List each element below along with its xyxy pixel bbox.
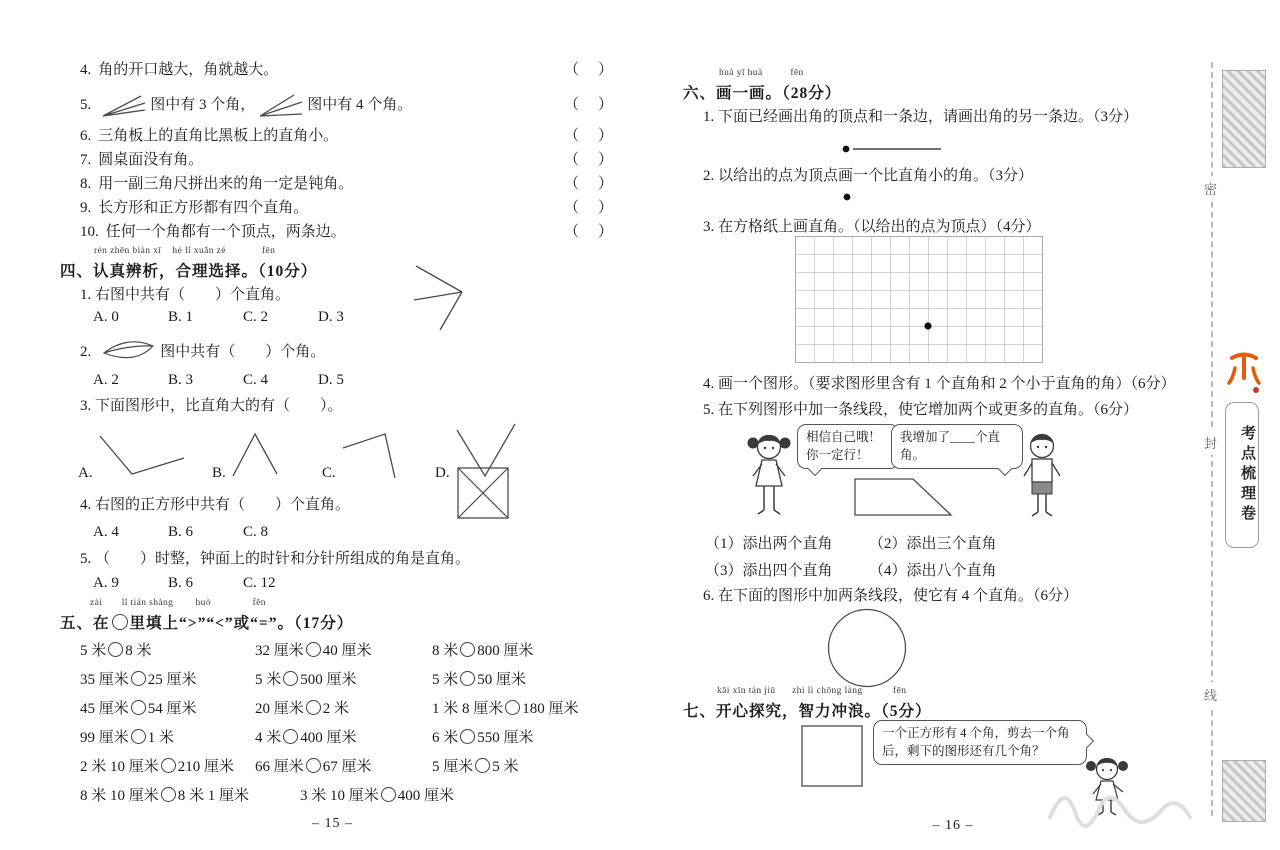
square-with-diagonals-figure: [456, 466, 510, 520]
bubble-tail: [1080, 734, 1094, 748]
option-label: A.: [78, 465, 93, 481]
answer-blank: （ ）: [564, 128, 616, 144]
option: C. 8: [243, 524, 269, 540]
tf-item-7: [80, 150, 616, 170]
option: B. 6: [168, 575, 194, 591]
puzzle-speech-bubble: [873, 720, 1087, 765]
value-left: 66 厘米: [255, 759, 304, 775]
figure-choices-row: [60, 416, 605, 494]
angle-rays-figure: [412, 262, 478, 332]
girl-character: [745, 430, 793, 522]
angle-fan-figure-b: [258, 92, 304, 118]
option: A. 2: [93, 372, 119, 388]
item-text: 图中有 4 个角。: [307, 97, 413, 113]
item-text: 角的开口越大，角就越大。: [98, 62, 279, 78]
section6-pinyin: huà yī huà fēn: [719, 68, 804, 78]
answer-blank: （ ）: [564, 200, 616, 216]
blank-circle: [131, 671, 146, 686]
speech-text: 我增加了____个直角。: [900, 430, 1001, 462]
tf-item-9: [80, 198, 616, 218]
blank-circle: [161, 787, 176, 802]
question-6-6: 6. 在下面的图形中加两条线段，使它有 4 个直角。（6分）: [703, 588, 1079, 604]
option: D. 5: [318, 372, 344, 388]
blank-circle: [283, 729, 298, 744]
section4-pinyin: rèn zhēn biàn xī hé lǐ xuǎn zé fēn: [94, 246, 276, 256]
value-right: 180 厘米: [522, 701, 579, 717]
speech-text: 相信自己哦！你一定行！: [806, 430, 882, 462]
value-right: 400 厘米: [300, 730, 357, 746]
item-text: 任何一个角都有一个顶点，两条边。: [105, 224, 346, 240]
value-right: 800 厘米: [477, 643, 534, 659]
value-left: 8 米 10 厘米: [80, 788, 159, 804]
options-4-5: [93, 575, 318, 592]
question-4-4: 4. 右图的正方形中共有（ ）个直角。: [80, 497, 351, 513]
tf-item-10: [80, 222, 616, 242]
comparison-row: [60, 668, 605, 692]
blank-circle: [505, 700, 520, 715]
watermark-scribble: [1040, 772, 1210, 842]
value-left: 99 厘米: [80, 730, 129, 746]
speech-text: 一个正方形有 4 个角，剪去一个角后，剩下的图形还有几个角？: [882, 726, 1070, 758]
value-left: 1 米 8 厘米: [432, 701, 504, 717]
value-right: 54 厘米: [147, 701, 197, 717]
blank-circle: [460, 729, 475, 744]
item-text: 圆桌面没有角。: [98, 152, 204, 168]
option-label: B.: [212, 465, 226, 481]
acute-angle-figure: [231, 430, 287, 482]
option: C. 2: [243, 309, 269, 325]
value-left: 4 米: [255, 730, 282, 746]
trapezoid-figure: [853, 476, 955, 518]
square-figure: [800, 724, 864, 788]
options-4-4: [93, 524, 318, 541]
choice-b: [212, 430, 287, 482]
answer-blank: （ ）: [564, 224, 616, 240]
option: B. 1: [168, 309, 194, 325]
value-left: 45 厘米: [80, 701, 129, 717]
choice-c: [322, 428, 397, 482]
comparison-row: [60, 784, 605, 808]
section6-title: 六、画一画。（28分）: [683, 85, 842, 102]
blank-circle: [306, 700, 321, 715]
seal-char-xian: 线: [1203, 682, 1218, 707]
value-right: 400 厘米: [397, 788, 455, 804]
page-number-right: – 16 –: [932, 818, 974, 833]
tab-exam-category: 考点梳理卷: [1225, 402, 1259, 548]
item-text: 用一副三角尺拼出来的角一定是钝角。: [98, 176, 354, 192]
seal-char-mi: 密: [1203, 176, 1218, 201]
blank-circle: [131, 729, 146, 744]
option: C. 12: [243, 575, 276, 591]
sub-options-row: [683, 559, 1228, 583]
question-6-5: 5. 在下列图形中加一条线段，使它增加两个或更多的直角。（6分）: [703, 402, 1139, 418]
title-text: 五、在: [60, 615, 110, 632]
value-left: 5 米: [255, 672, 282, 688]
value-right: 25 厘米: [147, 672, 197, 688]
question-4-2: [80, 336, 325, 368]
comparison-row: [60, 726, 605, 750]
value-right: 210 厘米: [177, 759, 235, 775]
option: B. 3: [168, 372, 194, 388]
angle-fan-figure-a: [101, 92, 147, 118]
tf-item-4: [80, 60, 616, 80]
sub-option: （2）添出三个直角: [869, 536, 997, 552]
grid-paper-figure: [795, 236, 1044, 364]
question-6-1: 1. 下面已经画出角的顶点和一条边，请画出角的另一条边。（3分）: [703, 109, 1139, 125]
value-left: 6 米: [432, 730, 459, 746]
binding-hatch-bottom: [1222, 760, 1266, 822]
value-left: 5 厘米: [432, 759, 474, 775]
value-right: 550 厘米: [477, 730, 534, 746]
option: B. 6: [168, 524, 194, 540]
bubble-tail: [808, 462, 822, 476]
item-number: 2.: [80, 344, 92, 360]
obtuse-angle-figure: [98, 430, 186, 482]
vertex-dot-figure: [841, 191, 853, 203]
vertex-dot-and-edge-figure: [841, 143, 945, 155]
answer-blank: （ ）: [564, 62, 616, 78]
blank-circle: [131, 700, 146, 715]
blank-circle: [306, 758, 321, 773]
section4-title: 四、认真辨析，合理选择。（10分）: [60, 263, 318, 280]
wide-angle-figure: [341, 428, 397, 482]
item-number: 5.: [80, 97, 92, 113]
value-right: 8 米: [125, 643, 152, 659]
value-left: 5 米: [80, 643, 107, 659]
question-4-1: 1. 右图中共有（ ）个直角。: [80, 287, 291, 303]
value-left: 35 厘米: [80, 672, 129, 688]
value-right: 2 米: [322, 701, 350, 717]
value-right: 50 厘米: [477, 672, 527, 688]
value-left: 20 厘米: [255, 701, 304, 717]
value-right: 8 米 1 厘米: [177, 788, 250, 804]
item-text: 三角板上的直角比黑板上的直角小。: [98, 128, 339, 144]
value-left: 3 米 10 厘米: [300, 788, 379, 804]
answer-blank: （ ）: [564, 176, 616, 192]
option: C. 4: [243, 372, 269, 388]
circle-figure: [826, 607, 908, 689]
option-label: C.: [322, 465, 336, 481]
option: D. 3: [318, 309, 344, 325]
sub-option: （4）添出八个直角: [869, 563, 997, 579]
value-left: 32 厘米: [255, 643, 304, 659]
blank-circle: [475, 758, 490, 773]
options-4-2: [93, 372, 393, 389]
blank-circle: [112, 614, 128, 630]
item-number: 8.: [80, 176, 92, 192]
leaf-figure: [101, 337, 157, 367]
item-text: 图中有 3 个角，: [150, 97, 256, 113]
question-4-3: 3. 下面图形中，比直角大的有（ ）。: [80, 398, 343, 414]
bubble-tail: [998, 462, 1012, 476]
item-number: 9.: [80, 200, 92, 216]
comparison-row: [60, 697, 605, 721]
speech-bubble-left: [797, 424, 899, 469]
title-text: 里填上“>”“<”或“=”。（17分）: [129, 615, 354, 632]
seal-char-feng: 封: [1203, 430, 1218, 455]
item-number: 4.: [80, 62, 92, 78]
blank-circle: [108, 642, 123, 657]
binding-hatch-top: [1222, 70, 1266, 168]
value-left: 5 米: [432, 672, 459, 688]
item-number: 6.: [80, 128, 92, 144]
value-right: 500 厘米: [300, 672, 357, 688]
blank-circle: [283, 671, 298, 686]
answer-blank: （ ）: [564, 97, 616, 113]
encouragement-scene: [683, 424, 1223, 528]
item-text: 长方形和正方形都有四个直角。: [98, 200, 309, 216]
question-6-4: 4. 画一个图形。（要求图形里含有 1 个直角和 2 个小于直角的角）（6分）: [703, 376, 1176, 392]
choice-a: [78, 430, 186, 482]
option: A. 0: [93, 309, 119, 325]
brand-logo: [1224, 348, 1264, 396]
tf-item-5: [80, 88, 616, 122]
answer-blank: （ ）: [564, 152, 616, 168]
option-label: D.: [435, 465, 450, 481]
value-left: 8 米: [432, 643, 459, 659]
value-right: 40 厘米: [322, 643, 372, 659]
blank-circle: [460, 642, 475, 657]
sub-option: （3）添出四个直角: [705, 563, 833, 579]
item-number: 10.: [80, 224, 99, 240]
comparison-row: [60, 639, 605, 663]
sub-option: （1）添出两个直角: [705, 536, 833, 552]
question-4-5: 5. （ ）时整，钟面上的时针和分针所组成的角是直角。: [80, 551, 471, 567]
boy-character: [1019, 432, 1065, 522]
blank-circle: [381, 787, 396, 802]
section7-pinyin: kāi xīn tàn jiū zhì lì chōng làng fēn: [717, 686, 907, 696]
options-4-1: [93, 309, 393, 326]
question-6-2: 2. 以给出的点为顶点画一个比直角小的角。（3分）: [703, 168, 1034, 184]
item-text: 图中共有（ ）个角。: [160, 344, 326, 360]
option: A. 9: [93, 575, 119, 591]
section5-title: [60, 611, 353, 633]
section5-pinyin: zài lǐ tián shàng huò fēn: [90, 598, 266, 608]
page-number-left: – 15 –: [312, 816, 353, 831]
value-right: 1 米: [147, 730, 175, 746]
blank-circle: [161, 758, 176, 773]
value-left: 2 米 10 厘米: [80, 759, 159, 775]
comparison-row: [60, 755, 605, 779]
blank-circle: [306, 642, 321, 657]
value-right: 67 厘米: [322, 759, 372, 775]
sub-options-row: [683, 532, 1228, 556]
value-right: 5 米: [492, 759, 519, 775]
tf-item-8: [80, 174, 616, 194]
left-page: [60, 58, 616, 848]
speech-bubble-right: [891, 424, 1023, 469]
question-6-3: 3. 在方格纸上画直角。（以给出的点为顶点）（4分）: [703, 219, 1041, 235]
section7-title: 七、开心探究，智力冲浪。（5分）: [683, 703, 932, 720]
blank-circle: [460, 671, 475, 686]
item-number: 7.: [80, 152, 92, 168]
tf-item-6: [80, 126, 616, 146]
option: A. 4: [93, 524, 119, 540]
right-page: [683, 60, 1223, 848]
